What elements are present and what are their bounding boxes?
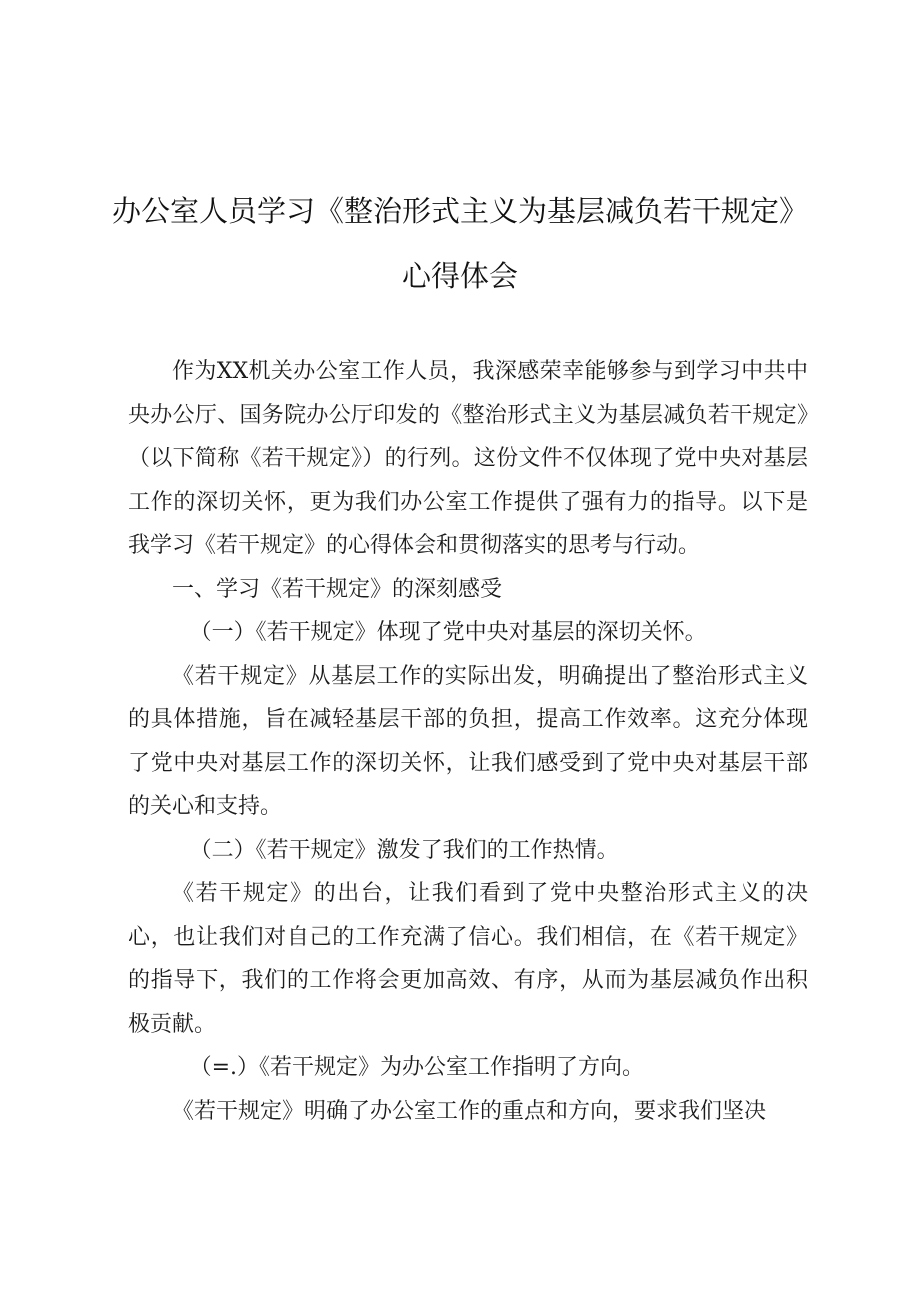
paragraph-1: 《若干规定》从基层工作的实际出发，明确提出了整治形式主义的具体措施，旨在减轻基层干部的负担，提高工作效率。这充分体现了党中央对基层工作的深切关怀，让我们感受到了党中央对基层干部的关心和支持。 <box>128 663 808 819</box>
document-title-line-1: 办公室人员学习《整治形式主义为基层减负若干规定》 <box>111 194 808 228</box>
paragraph-2: 《若干规定》的出台，让我们看到了党中央整治形式主义的决心，也让我们对自己的工作充满了信心。我们相信，在《若干规定》的指导下，我们的工作将会更加高效、有序，从而为基层减负作出积极贡献。 <box>128 881 808 1037</box>
paragraph-3: 《若干规定》明确了办公室工作的重点和方向，要求我们坚决 <box>172 1098 767 1124</box>
subsection-heading-3: （=.）《若干规定》为办公室工作指明了方向。 <box>189 1055 645 1080</box>
subsection-heading-2: （二）《若干规定》激发了我们的工作热情。 <box>189 837 619 863</box>
document-title-line-2: 心得体会 <box>401 259 518 293</box>
document-body <box>128 350 808 1133</box>
paragraph-intro: 作为XX机关办公室工作人员，我深感荣幸能够参与到学习中共中央办公厅、国务院办公厅印发的《整治形式主义为基层减负若干规定》（以下简称《若干规定》）的行列。这份文件不仅体现了党中央对基层工作的深切关怀，更为我们办公室工作提供了强有力的指导。以下是我学习《若干规定》的心得体会和贯彻落实的思考与行动。 <box>128 359 808 558</box>
subsection-heading-1: （一）《若干规定》体现了党中央对基层的深切关怀。 <box>189 620 707 645</box>
section-heading-1: 一、学习《若干规定》的深刻感受 <box>172 576 503 602</box>
